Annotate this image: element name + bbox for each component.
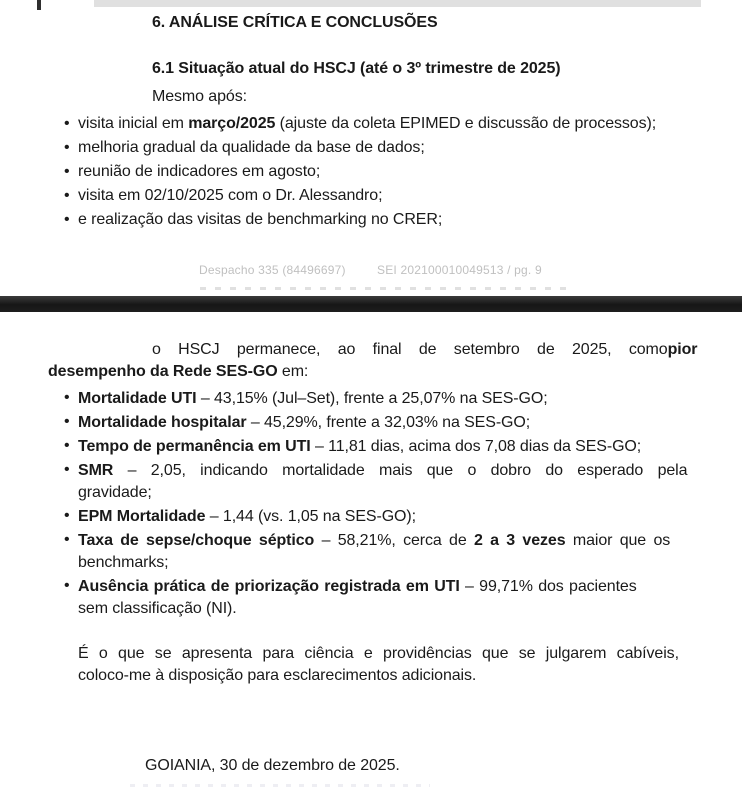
paragraph-text-bold: desempenho da Rede SES-GO [48,363,278,380]
bullet-text-bold: Mortalidade hospitalar [78,414,247,431]
list-item [62,160,722,184]
bullet-text: benchmarks; [78,554,169,571]
bullet-text-bold: SMR [78,462,114,479]
bullet-text: melhoria gradual da qualidade da base de dados; [78,139,425,156]
section-heading: 6. ANÁLISE CRÍTICA E CONCLUSÕES [152,14,438,31]
bullet-line [78,506,722,528]
list-item [62,388,722,410]
bullet-text: reunião de indicadores em agosto; [78,163,321,180]
paragraph-line: É o que se apresenta para ciência e providências que se julgarem cabíveis, [78,645,679,662]
paragraph-text-bold: pior [667,341,698,358]
page1-bullet-list [62,112,722,232]
list-item [62,112,722,136]
footer-sei-label: SEI 202100010049513 / pg. 9 [377,263,542,277]
bullet-line [78,436,722,458]
list-item [62,576,722,620]
bullet-text: – 58,21%, cerca de [314,532,474,549]
page-footer [0,263,742,277]
closing-paragraph [78,643,718,687]
list-item [62,436,722,458]
page-edge-artifact [130,784,430,787]
bullet-text: – 45,29%, frente a 32,03% na SES-GO; [246,414,531,431]
list-item [62,460,722,504]
bullet-text-bold: EPM Mortalidade [78,508,206,525]
page-edge-artifact [200,287,570,290]
bullet-text: visita em 02/10/2025 com o Dr. Alessandro; [78,187,383,204]
bullet-text-bold: Mortalidade UTI [78,390,197,407]
intro-text: Mesmo após: [152,88,247,105]
bullet-text: – 11,81 dias, acima dos 7,08 dias da SES-GO; [310,438,642,455]
list-item [62,184,722,208]
bullet-line [78,530,722,552]
list-item [62,412,722,434]
paragraph-text: o HSCJ permanece, ao final de setembro de 2025, como [152,341,668,358]
list-item [62,530,722,574]
bullet-text-bold: 2 a 3 vezes [473,532,566,549]
previous-page-edge-bar [94,0,701,7]
subsection-heading: 6.1 Situação atual do HSCJ (até o 3º trimestre de 2025) [152,60,561,77]
bullet-line [78,552,722,574]
page2-intro-paragraph [48,339,708,383]
paragraph-text: em: [277,363,309,380]
page-separator-bar [0,296,742,312]
paragraph-line [48,339,708,361]
page-edge-tick [37,0,41,10]
bullet-text: sem classificação (NI). [78,600,237,617]
bullet-text: – 43,15% (Jul–Set), frente a 25,07% na SES-GO; [196,390,548,407]
bullet-line [78,482,722,504]
bullet-text: visita inicial em [78,115,189,132]
bullet-text-bold: Taxa de sepse/choque séptico [78,532,315,549]
paragraph-line [48,361,708,383]
list-item [62,506,722,528]
date-line: GOIANIA, 30 de dezembro de 2025. [145,757,400,774]
bullet-line [78,576,722,598]
bullet-text-bold: Ausência prática de priorização registrada em UTI [78,578,460,595]
list-item [62,208,722,232]
bullet-text-bold: Tempo de permanência em UTI [78,438,311,455]
bullet-text: – 99,71% dos pacientes [459,578,637,595]
bullet-line [78,388,722,410]
bullet-line [78,412,722,434]
bullet-line [78,460,722,482]
bullet-text: – 1,44 (vs. 1,05 na SES-GO); [205,508,416,525]
bullet-line [78,598,722,620]
bullet-text: gravidade; [78,484,152,501]
bullet-text-bold: março/2025 [188,115,276,132]
footer-doc-label: Despacho 335 (84496697) [199,263,346,277]
bullet-text: maior que os [565,532,671,549]
bullet-text: – 2,05, indicando mortalidade mais que o dobro do esperado pela [113,462,688,479]
bullet-text: e realização das visitas de benchmarking no CRER; [78,211,443,228]
bullet-text: (ajuste da coleta EPIMED e discussão de processos); [275,115,657,132]
list-item [62,136,722,160]
page2-bullet-list [62,388,722,622]
paragraph-line: coloco-me à disposição para esclarecimentos adicionais. [78,667,477,684]
